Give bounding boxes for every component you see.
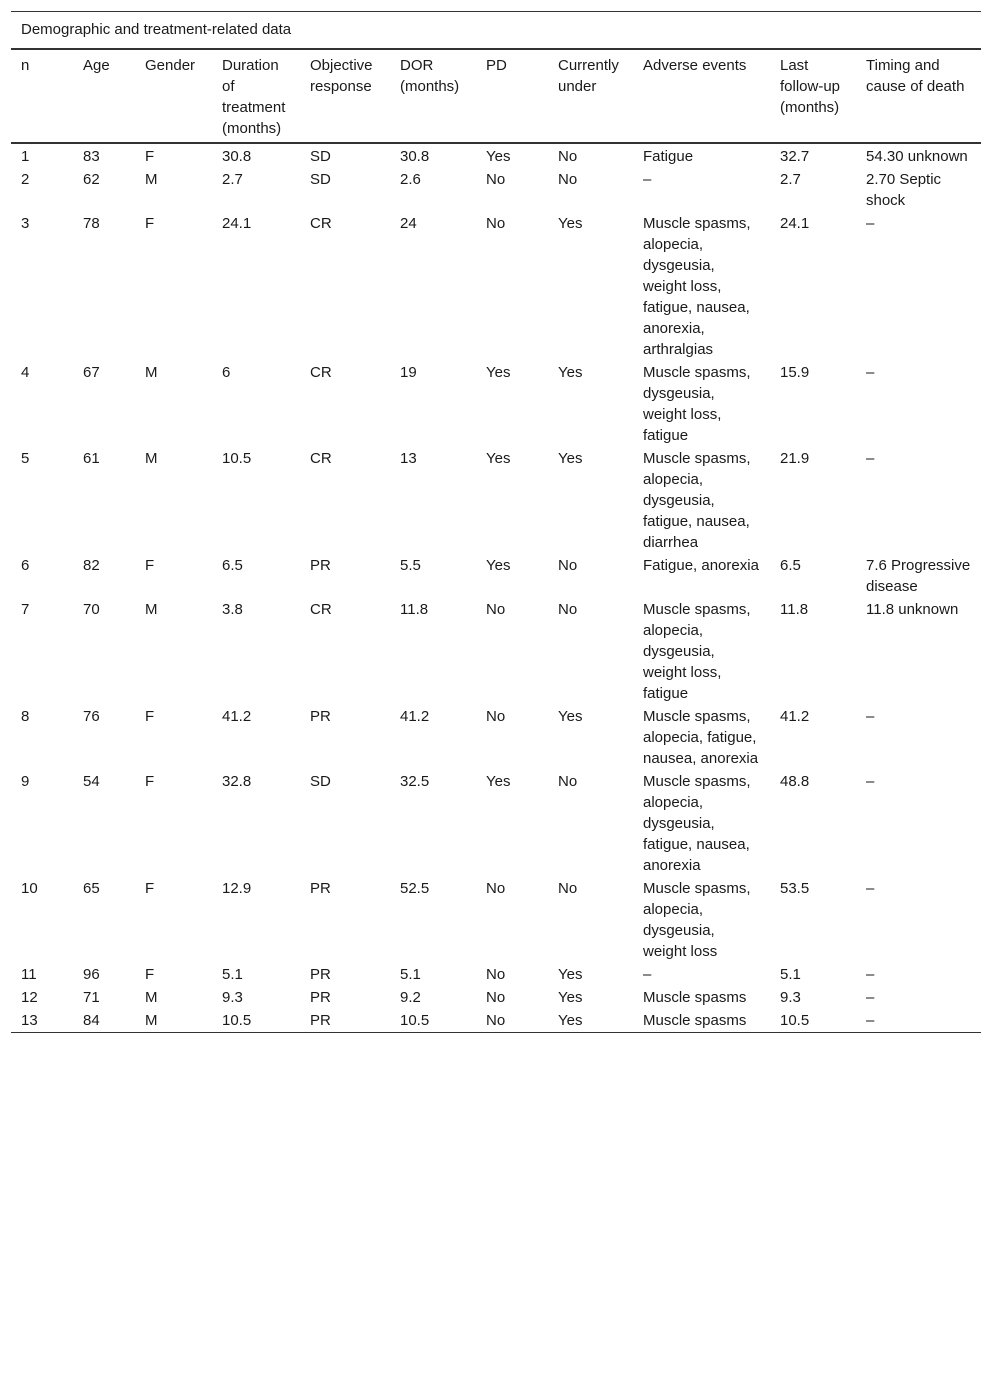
cell-age: 83 — [83, 148, 100, 165]
cell-last-follow-up: 48.8 — [780, 773, 810, 790]
cell-dor: 13 — [400, 450, 417, 467]
cell-objective-response: CR — [310, 215, 332, 232]
cell-timing-cause-death: – — [866, 989, 875, 1006]
cell-adverse-events: Muscle spasms, alopecia, fatigue, nausea, anorexia — [643, 708, 759, 767]
cell-adverse-events: Muscle spasms, alopecia, dysgeusia, weight loss — [643, 880, 751, 960]
cell-last-follow-up: 21.9 — [780, 450, 810, 467]
cell-currently-under: No — [558, 171, 578, 188]
cell-adverse-events: Muscle spasms, alopecia, dysgeusia, weight loss, fatigue — [643, 601, 751, 702]
cell-pd: No — [486, 171, 506, 188]
cell-timing-cause-death: 11.8 unknown — [866, 601, 959, 618]
cell-dor: 32.5 — [400, 773, 430, 790]
cell-age: 70 — [83, 601, 100, 618]
table-row — [11, 769, 981, 876]
table-title: Demographic and treatment-related data — [11, 11, 981, 50]
cell-duration: 32.8 — [222, 773, 252, 790]
cell-objective-response: CR — [310, 450, 332, 467]
table-row — [11, 704, 981, 769]
cell-duration: 10.5 — [222, 450, 252, 467]
cell-objective-response: PR — [310, 880, 331, 897]
cell-objective-response: PR — [310, 966, 331, 983]
cell-currently-under: Yes — [558, 215, 583, 232]
cell-last-follow-up: 24.1 — [780, 215, 810, 232]
cell-age: 76 — [83, 708, 100, 725]
cell-adverse-events: Muscle spasms, alopecia, dysgeusia, weight loss, fatigue, nausea, anorexia, arthralgias — [643, 215, 751, 358]
cell-timing-cause-death: 54.30 unknown — [866, 148, 968, 165]
cell-gender: M — [145, 364, 158, 381]
header-pd: PD — [476, 50, 548, 143]
cell-currently-under: Yes — [558, 708, 583, 725]
cell-dor: 24 — [400, 215, 417, 232]
data-table-container — [11, 11, 981, 1033]
table-row — [11, 985, 981, 1008]
cell-adverse-events: Muscle spasms — [633, 1008, 770, 1033]
table-row — [11, 1008, 981, 1033]
header-currently-under: Currently under — [548, 50, 633, 143]
cell-currently-under: No — [558, 880, 578, 897]
cell-last-follow-up: 32.7 — [780, 148, 810, 165]
table-row — [11, 167, 981, 211]
cell-dor: 5.1 — [400, 966, 421, 983]
cell-gender: M — [145, 989, 158, 1006]
header-age: Age — [73, 50, 135, 143]
cell-currently-under: Yes — [558, 966, 583, 983]
demographic-table — [11, 11, 981, 1033]
cell-gender: M — [145, 171, 158, 188]
cell-n: 13 — [11, 1008, 73, 1033]
cell-n: 12 — [21, 989, 38, 1006]
cell-dor: 5.5 — [400, 557, 421, 574]
table-row — [11, 876, 981, 962]
cell-n: 9 — [21, 773, 30, 790]
cell-duration: 30.8 — [222, 148, 252, 165]
cell-dor: 30.8 — [400, 148, 430, 165]
cell-adverse-events: Muscle spasms, dysgeusia, weight loss, fatigue — [643, 364, 751, 444]
cell-duration: 24.1 — [222, 215, 252, 232]
cell-gender: F — [145, 966, 155, 983]
cell-n: 1 — [21, 148, 30, 165]
cell-dor: 9.2 — [400, 989, 421, 1006]
cell-gender: F — [145, 557, 155, 574]
cell-pd: No — [486, 880, 506, 897]
cell-dor: 52.5 — [400, 880, 430, 897]
cell-gender: F — [145, 148, 155, 165]
cell-age: 61 — [83, 450, 100, 467]
cell-pd: Yes — [486, 450, 511, 467]
cell-timing-cause-death: – — [866, 215, 875, 232]
cell-age: 78 — [83, 215, 100, 232]
cell-objective-response: CR — [310, 601, 332, 618]
cell-adverse-events: Fatigue, anorexia — [643, 557, 759, 574]
cell-objective-response: CR — [310, 364, 332, 381]
cell-timing-cause-death: – — [866, 450, 875, 467]
cell-currently-under: Yes — [548, 1008, 633, 1033]
cell-gender: M — [145, 450, 158, 467]
cell-duration: 10.5 — [212, 1008, 300, 1033]
cell-last-follow-up: 11.8 — [780, 601, 809, 618]
cell-pd: Yes — [486, 364, 511, 381]
cell-n: 4 — [21, 364, 30, 381]
cell-objective-response: SD — [310, 148, 331, 165]
cell-last-follow-up: 15.9 — [780, 364, 810, 381]
cell-timing-cause-death: – — [866, 773, 875, 790]
cell-n: 5 — [21, 450, 30, 467]
table-row — [11, 962, 981, 985]
cell-currently-under: Yes — [558, 450, 583, 467]
cell-duration: 5.1 — [222, 966, 243, 983]
cell-duration: 6 — [222, 364, 231, 381]
cell-pd: Yes — [486, 557, 511, 574]
table-row — [11, 446, 981, 553]
cell-duration: 2.7 — [222, 171, 243, 188]
cell-adverse-events: Muscle spasms, alopecia, dysgeusia, fatigue, nausea, anorexia — [643, 773, 751, 874]
cell-last-follow-up: 2.7 — [780, 171, 801, 188]
cell-gender: M — [145, 601, 158, 618]
table-row — [11, 211, 981, 360]
header-gender: Gender — [135, 50, 212, 143]
header-adverse-events: Adverse events — [633, 50, 770, 143]
cell-adverse-events: Muscle spasms — [643, 989, 747, 1006]
header-dor: DOR (months) — [390, 50, 476, 143]
cell-objective-response: SD — [310, 171, 331, 188]
cell-objective-response: SD — [310, 773, 331, 790]
cell-age: 82 — [83, 557, 100, 574]
cell-timing-cause-death: – — [856, 1008, 981, 1033]
table-body — [11, 143, 981, 1033]
cell-currently-under: No — [558, 557, 578, 574]
table-row — [11, 360, 981, 446]
cell-n: 8 — [21, 708, 30, 725]
cell-dor: 10.5 — [390, 1008, 476, 1033]
cell-dor: 19 — [400, 364, 417, 381]
cell-objective-response: PR — [300, 1008, 390, 1033]
cell-age: 62 — [83, 171, 100, 188]
cell-age: 84 — [73, 1008, 135, 1033]
cell-pd: No — [486, 601, 506, 618]
cell-pd: No — [486, 966, 506, 983]
cell-last-follow-up: 6.5 — [780, 557, 801, 574]
header-timing-cause-death: Timing and cause of death — [856, 50, 981, 143]
table-row — [11, 143, 981, 167]
cell-adverse-events: – — [643, 966, 652, 983]
cell-objective-response: PR — [310, 708, 331, 725]
cell-last-follow-up: 53.5 — [780, 880, 810, 897]
cell-currently-under: Yes — [558, 989, 583, 1006]
table-row — [11, 553, 981, 597]
cell-adverse-events: Fatigue — [643, 148, 694, 165]
cell-pd: No — [486, 708, 506, 725]
cell-timing-cause-death: – — [866, 364, 875, 381]
cell-age: 54 — [83, 773, 100, 790]
cell-age: 96 — [83, 966, 100, 983]
cell-gender: F — [145, 708, 155, 725]
cell-objective-response: PR — [310, 989, 331, 1006]
cell-timing-cause-death: 7.6 Progressive disease — [866, 557, 971, 595]
cell-gender: F — [145, 215, 155, 232]
cell-dor: 2.6 — [400, 171, 421, 188]
cell-n: 6 — [21, 557, 30, 574]
cell-pd: No — [486, 989, 506, 1006]
header-n: n — [11, 50, 73, 143]
cell-n: 11 — [21, 966, 37, 983]
cell-duration: 3.8 — [222, 601, 243, 618]
cell-age: 71 — [83, 989, 100, 1006]
cell-last-follow-up: 9.3 — [780, 989, 801, 1006]
cell-n: 7 — [21, 601, 30, 618]
cell-gender: M — [135, 1008, 212, 1033]
cell-currently-under: No — [558, 148, 578, 165]
cell-duration: 41.2 — [222, 708, 252, 725]
cell-n: 10 — [21, 880, 38, 897]
cell-duration: 9.3 — [222, 989, 243, 1006]
cell-age: 67 — [83, 364, 100, 381]
cell-objective-response: PR — [310, 557, 331, 574]
cell-duration: 6.5 — [222, 557, 243, 574]
cell-pd: No — [486, 215, 506, 232]
cell-last-follow-up: 10.5 — [770, 1008, 856, 1033]
cell-currently-under: Yes — [558, 364, 583, 381]
cell-timing-cause-death: – — [866, 966, 875, 983]
header-row — [11, 50, 981, 143]
header-last-follow-up: Last follow-up (months) — [770, 50, 856, 143]
cell-pd: Yes — [486, 773, 511, 790]
cell-n: 2 — [21, 171, 30, 188]
cell-last-follow-up: 5.1 — [780, 966, 801, 983]
header-objective-response: Objective response — [300, 50, 390, 143]
table-row — [11, 597, 981, 704]
cell-timing-cause-death: – — [866, 708, 875, 725]
cell-adverse-events: – — [643, 171, 652, 188]
cell-gender: F — [145, 773, 155, 790]
cell-dor: 11.8 — [400, 601, 429, 618]
cell-dor: 41.2 — [400, 708, 430, 725]
cell-last-follow-up: 41.2 — [780, 708, 810, 725]
cell-duration: 12.9 — [222, 880, 252, 897]
cell-n: 3 — [21, 215, 30, 232]
cell-gender: F — [145, 880, 155, 897]
cell-pd: Yes — [486, 148, 511, 165]
cell-timing-cause-death: – — [866, 880, 875, 897]
cell-age: 65 — [83, 880, 100, 897]
cell-currently-under: No — [558, 601, 578, 618]
cell-currently-under: No — [558, 773, 578, 790]
cell-pd: No — [476, 1008, 548, 1033]
header-duration: Duration of treatment (months) — [212, 50, 300, 143]
cell-adverse-events: Muscle spasms, alopecia, dysgeusia, fatigue, nausea, diarrhea — [643, 450, 751, 551]
cell-timing-cause-death: 2.70 Septic shock — [866, 171, 942, 209]
